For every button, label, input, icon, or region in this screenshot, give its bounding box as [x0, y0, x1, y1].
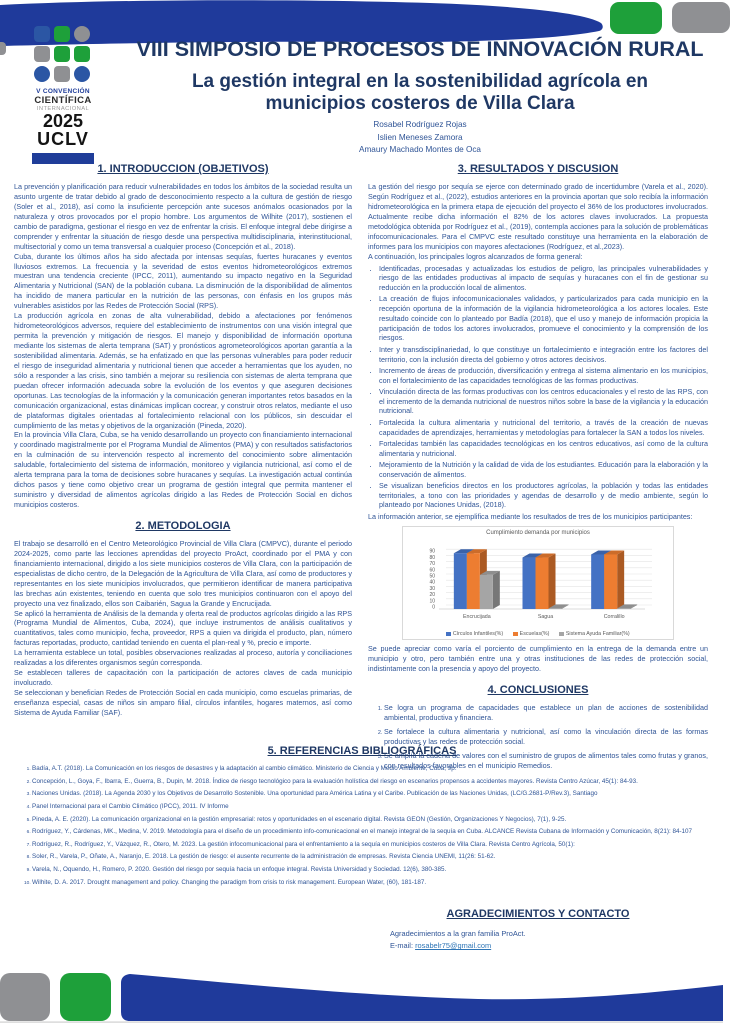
header-green-square [610, 2, 662, 34]
footer-wave [0, 960, 723, 1024]
logo-mosaic-icon [34, 26, 92, 84]
reference-item: 2. Concepción, L., Goya, F., Ibarra, E., Guerra, B., Dupin, M. 2018. Índice de riesgo tecnológico para la evaluación holística del riesgo en escenarios propensos a accidentes mayores. Revista Centro Azúcar, 45(1): 84-93. [32, 777, 710, 786]
conclusion-item: 3. Se amplía la cadena de valores con el suministro de grupos de alimentos tales como frutas y granos, con resultados favorables en el municipio Remedios. [384, 751, 708, 771]
author-line: Islien Meneses Zamora [377, 132, 463, 142]
y-tick-label: 10 [429, 598, 435, 605]
paragraph: El trabajo se desarrolló en el Centro Meteorológico Provincial de Villa Clara (CMPVC), durante el periodo 2024-2025, como parte las lecciones aprendidas del proyecto ProAct, coordinado por el PMA y con financiamiento internacional, dirigido a los siete municipios costeros de Villa Clara, con la participación de especialistas de dicho centro, de la Delegación de la Agricultura de Villa Clara, así como de productores y representantes en los siete municipios involucrados, que permitieron identificar de manera participativa las brechas aún existentes, teniendo en cuenta que solo tres municipios continuaron con el apoyo del proyecto una vez finalizado, ellos son Caibarién, Sagua la Grande y Encrucijada. [14, 538, 352, 608]
header-gray-square [672, 2, 730, 33]
legend-label: Sistema Ayuda Familiar(%) [565, 631, 630, 638]
logo-text-internacional: INTERNACIONAL [36, 106, 90, 112]
resultados-paragraphs [368, 182, 708, 262]
intro-heading: 1. INTRODUCCION (OBJETIVOS) [97, 163, 269, 175]
chart-bar [536, 558, 549, 609]
bullet-item: • Incremento de áreas de producción, diversificación y entrega al sistema alimentario en los municipios, con el fortalecimiento de las capacidades tecnológicas de las formas productivas. [379, 366, 708, 386]
chart-bar [523, 558, 536, 609]
conclusiones-heading: 4. CONCLUSIONES [487, 684, 589, 696]
x-category-label: Sagua [537, 614, 554, 621]
paragraph: Se establecen talleres de capacitación con la participación de actores claves de cada municipio involucrado. [14, 668, 352, 688]
bullet-item: • Fortalecidas también las capacidades tecnológicas en los centros educativos, así como de la cultura alimentaria y nutricional. [379, 439, 708, 459]
chart-caption: Se puede apreciar como varía el porciento de cumplimiento en la entrega de la demanda entre un municipio y otro, pero también entre una y otras instituciones de las redes de protección social, indistintamente con la presencia y apoyo del proyecto. [368, 644, 708, 674]
references-section [14, 745, 710, 890]
paragraph: A continuación, los principales logros alcanzados de forma general: [368, 251, 583, 261]
symposium-title: VIII SIMPOSIO DE PROCESOS DE INNOVACIÓN RURAL [136, 37, 704, 61]
chart-bar [480, 575, 493, 609]
resultados-bullet-list [368, 264, 708, 511]
authors-list [150, 119, 690, 157]
reference-item: 1. Badía, A.T. (2018). La Comunicación en los riesgos de desastres y la adaptación al cambio climático. Ministerio de Ciencia y Medio Ambiente, Cuba, 9p. [32, 764, 710, 773]
chart-plot-area [403, 537, 671, 625]
conclusion-item: 2. Se fortalece la cultura alimentaria y nutricional, así como la vinculación directa de las formas productivas y las redes de protección social. [384, 727, 708, 747]
reference-item: 7. Rodríguez, R., Rodríguez, Y., Vázquez, R., Otero, M. 2023. La gestión infocomunicacional para el enfrentamiento a la sequía en municipios costeros de Villa Clara. Revista Centro Agrícola, 50(1): [32, 840, 710, 849]
chart-intro-text: La información anterior, se ejemplifica mediante los resultados de tres de los municipios participantes: [368, 512, 693, 522]
legend-label: Círculos Infantiles(%) [452, 631, 504, 638]
paragraph: Se seleccionan y benefician Redes de Protección Social en cada municipio, como escuelas primarias, de enseñanza especial, casas de niños sin amparo filial, círculos infantiles, hogares maternos, así como Sistema de Ayuda Familiar (SAF). [14, 688, 352, 717]
reference-item: 4. Panel Internacional para el Cambio Climático (IPCC), 2011. IV Informe [32, 802, 710, 811]
chart-bar-side [493, 571, 500, 609]
legend-item [559, 631, 629, 637]
metodologia-heading: 2. METODOLOGIA [135, 519, 231, 532]
poster-title: La gestión integral en la sostenibilidad agrícola en municipios costeros de Villa Clara [191, 71, 649, 115]
chart-bar [454, 553, 467, 609]
agradecimientos-heading: AGRADECIMIENTOS Y CONTACTO [446, 908, 630, 920]
reference-item: 6. Rodríguez, Y., Cárdenas, MK., Medina, V. 2019. Metodología para el diseño de un procedimiento info-comunicacional en el manejo integral de la sequía en Cuba. ALCANCE Revista Cubana de Información y Comunicación, 8(21): 84-107 [32, 827, 710, 836]
y-tick-label: 50 [429, 573, 435, 580]
logo-text-uclv: UCLV [37, 129, 89, 149]
email-label: E-mail: [390, 941, 416, 951]
logo-text-year: 2025 [42, 111, 84, 131]
legend-swatch [559, 632, 564, 637]
chart-bar-side [549, 554, 556, 609]
y-tick-label: 70 [429, 561, 435, 568]
reference-item: 5. Pineda, A. E. (2020). La comunicación organizacional en la gestión empresarial: retos y oportunidades en el escenario digital. Revista GEON (Gestión, Organizaciones Y Negocios), 7(1), 9-25. [32, 815, 710, 824]
bullet-item: • La creación de flujos infocomunicacionales validados, y particularizados para cada municipio en la recepción oportuna de la información de la vigilancia hidrometeorológica a los actores locales. Este resultado coincide con lo planteado por Badía (2018), que el uso y manejo de información propicia la participación de todos los actores involucrados, promueve el conocimiento y la comprensión de los riesgos. [379, 294, 708, 343]
y-tick-label: 60 [429, 567, 435, 574]
acknowledgement-text: Agradecimientos a la gran familia ProAct. [390, 929, 526, 938]
acknowledgements-section [368, 908, 708, 952]
conclusion-item: 1. Se logra un programa de capacidades que establece un plan de acciones de sostenibilidad ambiental, productiva y financiera. [384, 703, 708, 723]
logo-text-cientifica: CIENTÍFICA [34, 95, 92, 106]
reference-item: 10. Wilhite, D. A. 2017. Drought management and policy. Changing the paradigm from crisis to risk management. European Water, (60), 181-187. [32, 878, 710, 887]
y-tick-label: 0 [432, 604, 435, 611]
chart-bar [604, 555, 617, 610]
chart-bar [617, 609, 630, 610]
chart-bar [467, 553, 480, 609]
legend-swatch [513, 632, 518, 637]
author-line: Rosabel Rodríguez Rojas [373, 120, 467, 129]
municipios-chart [402, 526, 674, 640]
legend-item [446, 631, 503, 637]
left-edge-gray-chip [0, 42, 6, 55]
reference-item: 3. Naciones Unidas. (2018). La Agenda 2030 y los Objetivos de Desarrollo Sostenible. Una oportunidad para América Latina y el Caribe. Publicación de las Naciones Unidas, (LC/G.2681-P/Rev.3), Santiago [32, 789, 710, 798]
reference-item: 9. Varela, N., Oquendo, H., Romero, P. 2020. Gestión del riesgo por sequía hacia un enfoque integral. Revista Universidad y Sociedad. 12(6), 380-385. [32, 865, 710, 874]
y-tick-label: 20 [429, 592, 435, 599]
reference-item: 8. Soler, R., Varela, P., Oñate, A., Naranjo, E. 2018. La gestión de riesgo: el ausente recurrente de la administración de empresas. Revista Ciencia UNEMI, 11(26: 51-62. [32, 852, 710, 861]
chart-title: Cumplimiento demanda por municipios [486, 530, 590, 537]
x-category-label: Encrucijada [462, 614, 491, 621]
paragraph: La gestión del riesgo por sequía se ejerce con determinado grado de incertidumbre (Varela et al., 2020). Según Rodríguez et al., (2022), estudios anteriores en la provincia aportan que solo recibía la información hidrometeorológica en la primera etapa de ejecución del proyecto el 36% de los productores involucrados. Actualmente recibe dicha información el 82% de los actores claves involucrados. La propuesta metodológica obtenida por Rodríguez et al., (2019), contempla acciones para la solución de problemáticas infocomunicacionales. Para el CMPVC este resultado constituye una herramienta en la elaboración de informes para los municipios con mayores afectaciones (Rodríguez, et al.,2023). [368, 182, 708, 251]
email-line [390, 940, 708, 952]
paragraph: La prevención y planificación para reducir vulnerabilidades en todos los ámbitos de la sociedad resulta un asunto urgente de tratar debido al grado de desconocimiento respecto a la cultura de gestión de riesgo (Soler et al., 2018), así como la insuficiente percepción ante sucesos anómalos ocasionados por la naturaleza y otros provocados por el propio hombre. Los argumentos de Wilhite (2017), sostienen el cambio de paradigma, gestionar el riesgo en vez de enfrentar la crisis. El enfoque integral debe dirigirse a comprender y enfrentar la situación de riesgo desde una perspectiva multidisciplinaria, interinstitucional, multisectorial y como un tema transversal a cualquier proceso (Concepción et al., 2018). [14, 182, 352, 251]
y-tick-label: 90 [429, 548, 435, 555]
metodologia-paragraphs [14, 539, 352, 718]
paragraph: Se aplicó la herramienta de Análisis de la demanda y oferta real de productos agrícolas dirigido a las RPS (Programa Mundial de Alimentos, Cuba, 2024), que incluye instrumentos de análisis cualitativos y cuantitativos, tales como municipio, fecha, proveedor, RPS a quien va dirigida el producto, plan, número facturas reportadas, producto, cantidad teniendo en cuenta el plan-real y %, precio e importe. [14, 608, 352, 648]
chart-bar [549, 609, 562, 610]
y-tick-label: 80 [429, 555, 435, 562]
chart-bar [591, 555, 604, 610]
chart-bar-side [617, 551, 624, 610]
intro-paragraphs [14, 182, 352, 510]
legend-item [513, 631, 549, 637]
left-column [14, 163, 352, 743]
right-column [368, 163, 708, 770]
referencias-heading: 5. REFERENCIAS BIBLIOGRÁFICAS [267, 745, 457, 757]
logo-text-convencion: V CONVENCIÓN [36, 88, 90, 95]
paragraph: La producción agrícola en zonas de alta vulnerabilidad, debido a afectaciones por fenómenos hidrometeorológicos adversos, requiere del establecimiento de instrumentos con una visión integral que permita la prevención y mitigación de riesgos. El manejo y disponibilidad de información oportuna mediante los sistemas de alerta temprana (SAT) y pronósticos agrometeorológicos aportan garantía a la sostenibilidad alimentaria. Además, se ha enfatizado en que las personas vulnerables para poder reducir el riesgo de inseguridad alimentaria y nutricional tienen que acceder a herramientas que los ayuden, no sólo a responder a las crisis, sino también a mejorar su resiliencia con sistemas de alerta temprana que puedan ofrecer información adecuada sobre la evolución de los eventos y que aseguren decisiones oportunas. Las tecnologías de la información y la comunicación generan importantes retos basados en la comunicación organizacional, estas dinámicas implican cocrear, y construir otros relatos, mediante el uso de plataformas digitales orientadas al fortalecimiento relacional con los públicos, sin descuidar el cumplimiento de las metas y objetivos de la organización (Pineda, 2020). [14, 311, 352, 430]
email-link[interactable]: rosabelr75@gmail.com [415, 941, 492, 951]
bullet-item: • Se visualizan beneficios directos en los productores agrícolas, la población y todas las entidades territoriales, a tono con las prioridades y agendas de desarrollo y de medio ambiente, según lo planteado por Naciones Unidas, (2018). [379, 481, 708, 510]
bullet-item: • Vinculación directa de las formas productivas con los centros educacionales y el resto de las RPS, con el incremento de la demanda nutricional de nuestros niños sobre la base de la vigilancia y la educación nutricional. [379, 387, 708, 416]
bullet-item: • Identificadas, procesadas y actualizadas los estudios de peligro, las principales vulnerabilidades y riesgo de las entidades productivas al impacto de sequías y huracanes con el fin de gestionar su reducción en la producción local de alimentos. [379, 264, 708, 293]
paragraph: La herramienta establece un total, posibles observaciones realizadas al proceso, autoría y conciliaciones realizadas a los diferentes organismos según corresponda. [14, 648, 352, 668]
legend-swatch [446, 632, 451, 637]
uclv-convention-logo [12, 26, 114, 164]
bullet-item: • Mejoramiento de la Nutrición y la calidad de vida de los estudiantes. Educación para la elaboración y la conservación de alimentos. [379, 460, 708, 480]
bullet-item: • Fortalecida la cultura alimentaria y nutricional del territorio, a través de la creación de nuevas capacidades de aprendizajes, herramientas y metodologías para fortalecer la SAN a todos los niveles. [379, 418, 708, 438]
bullet-item: • Inter y transdisciplinariedad, lo que constituye un fortalecimiento e integración entre los factores del territorio, con la inclusión directa del gobierno y otros actores decisivos. [379, 345, 708, 365]
y-tick-label: 40 [429, 579, 435, 586]
resultados-heading: 3. RESULTADOS Y DISCUSION [457, 163, 619, 175]
legend-label: Escuelas(%) [519, 631, 550, 638]
y-tick-label: 30 [429, 586, 435, 593]
paragraph: Cuba, durante los últimos años ha sido afectada por intensas sequías, fuertes huracanes y eventos lluviosos extremos. La frecuencia y la severidad de estos eventos hidrometeorológicos extremos muestran una tendencia creciente (IPCC, 2011), aumentando su impacto negativo en la Seguridad Alimentaria y Nutricional (SAN) de la población cubana. La disminución de la disponibilidad de alimentos ha incidido de manera particular en la nutrición de las personas, con énfasis en los grupos más vulnerables asistidos por las Redes de Protección Social (RPS). [14, 251, 352, 311]
references-list [14, 764, 710, 887]
chart-legend [403, 631, 673, 637]
paragraph: En la provincia Villa Clara, Cuba, se ha venido desarrollando un proyecto con financiamiento internacional y coordinado magistralmente por el Programa Mundial de Alimentos (PMA) y con resultados satisfactorios en la culminación de su intervención respecto al incremento del conocimiento sobre alimentación saludable, fortalecimiento del sistema de información, monitoreo y vigilancia nutricional, así como el de alerta temprana para la toma de decisiones sobre huracanes y sequías. La investigación actual continúa dichos pasos y tiene como objetivo crear un programa de gestión integral que permita mantener el suministro y diversidad de alimentos agrícolas dirigido a las Redes de Protección Social en dichos municipios costeros. [14, 430, 352, 509]
author-line: Amaury Machado Montes de Oca [359, 145, 481, 155]
x-category-label: Corralillo [603, 614, 625, 621]
